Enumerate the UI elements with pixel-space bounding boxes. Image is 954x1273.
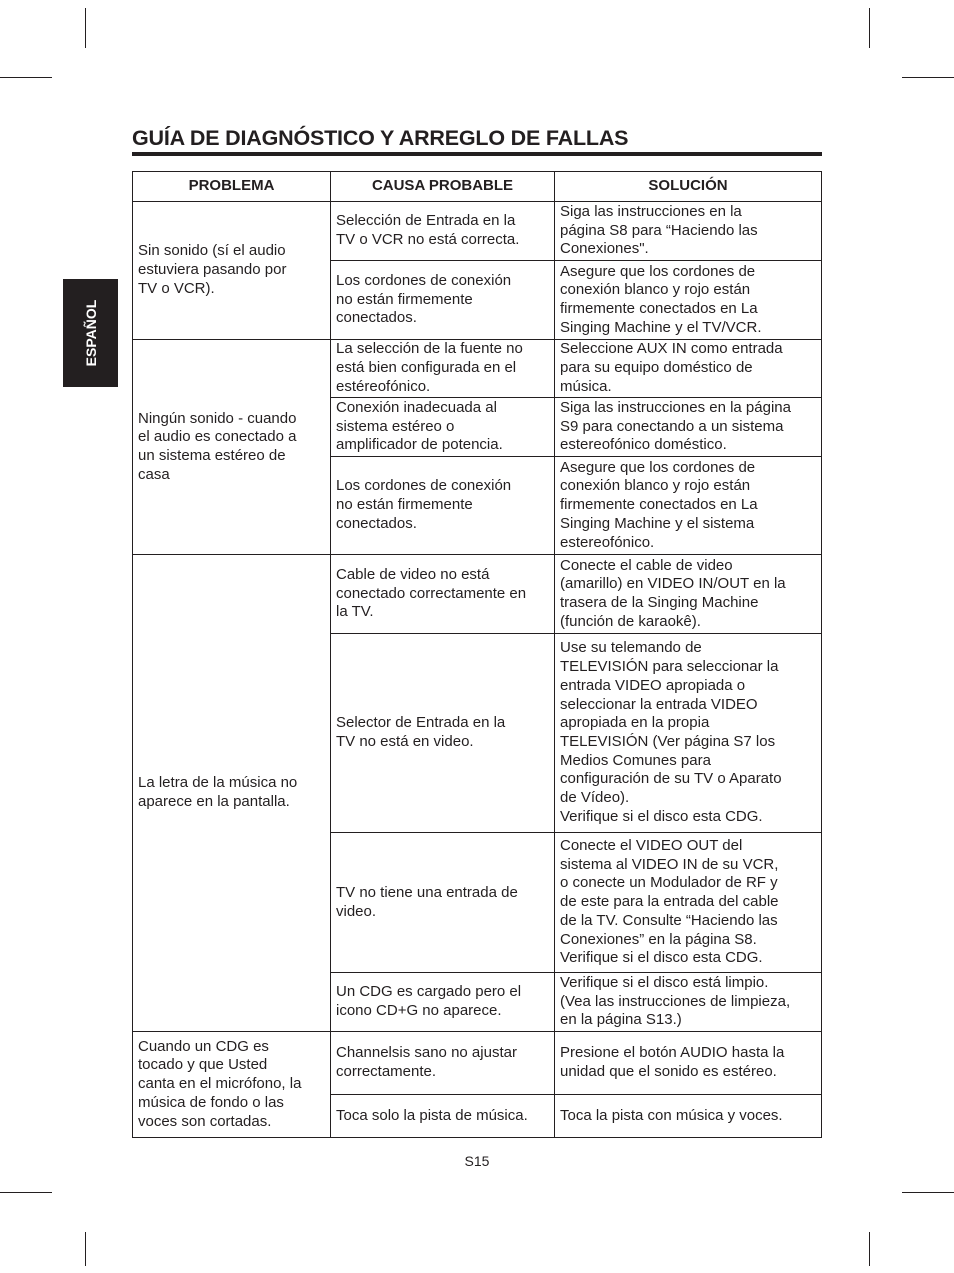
solution-cell: Use su telemando de TELEVISIÓN para seleccionar la entrada VIDEO apropiada o seleccionar la entrada VIDEO apropiada en la propia TELEVISIÓN (Ver página S7 los Medios Comunes para configuración de su TV o Aparato de Vídeo). Verifique si el disco esta CDG. bbox=[554, 633, 822, 833]
cause-cell: Los cordones de conexión no están firmemente conectados. bbox=[330, 456, 555, 555]
problem-cell: La letra de la música no aparece en la pantalla. bbox=[132, 554, 331, 1032]
solution-cell: Presione el botón AUDIO hasta la unidad que el sonido es estéreo. bbox=[554, 1031, 822, 1095]
cause-cell: Channelsis sano no ajustar correctamente. bbox=[330, 1031, 555, 1095]
cause-cell: Selector de Entrada en la TV no está en video. bbox=[330, 633, 555, 833]
solution-cell: Asegure que los cordones de conexión blanco y rojo están firmemente conectados en La Singing Machine y el TV/VCR. bbox=[554, 260, 822, 340]
cause-cell: Conexión inadecuada al sistema estéreo o amplificador de potencia. bbox=[330, 397, 555, 457]
solution-cell: Conecte el VIDEO OUT del sistema al VIDEO IN de su VCR, o conecte un Modulador de RF y de este para la entrada del cable de la TV. Consulte “Haciendo las Conexiones” en la página S8. Verifique si el disco esta CDG. bbox=[554, 832, 822, 973]
cause-cell: TV no tiene una entrada de video. bbox=[330, 832, 555, 973]
cause-cell: Un CDG es cargado pero el icono CD+G no aparece. bbox=[330, 972, 555, 1032]
page-title: GUÍA DE DIAGNÓSTICO Y ARREGLO DE FALLAS bbox=[132, 126, 629, 150]
solution-cell: Verifique si el disco está limpio. (Vea las instrucciones de limpieza, en la página S13.) bbox=[554, 972, 822, 1032]
title-rule bbox=[132, 152, 822, 156]
header-problem: PROBLEMA bbox=[132, 171, 331, 202]
crop-mark bbox=[902, 77, 954, 78]
cause-cell: Toca solo la pista de música. bbox=[330, 1094, 555, 1138]
solution-cell: Siga las instrucciones en la página S9 para conectando a un sistema estereofónico doméstico. bbox=[554, 397, 822, 457]
crop-mark bbox=[869, 1232, 870, 1266]
solution-cell: Seleccione AUX IN como entrada para su equipo doméstico de música. bbox=[554, 339, 822, 398]
cause-cell: Selección de Entrada en la TV o VCR no está correcta. bbox=[330, 201, 555, 261]
solution-cell: Conecte el cable de video (amarillo) en VIDEO IN/OUT en la trasera de la Singing Machine (función de karaokê). bbox=[554, 554, 822, 634]
crop-mark bbox=[869, 8, 870, 48]
crop-mark bbox=[85, 8, 86, 48]
crop-mark bbox=[85, 1232, 86, 1266]
problem-cell: Ningún sonido - cuando el audio es conectado a un sistema estéreo de casa bbox=[132, 339, 331, 555]
language-tab bbox=[63, 279, 118, 387]
crop-mark bbox=[0, 1192, 52, 1193]
problem-cell: Cuando un CDG es tocado y que Usted canta en el micrófono, la música de fondo o las voces son cortadas. bbox=[132, 1031, 331, 1138]
language-tab-label: ESPAÑOL bbox=[82, 299, 99, 367]
solution-cell: Toca la pista con música y voces. bbox=[554, 1094, 822, 1138]
header-solution: SOLUCIÓN bbox=[554, 171, 822, 202]
cause-cell: Los cordones de conexión no están firmemente conectados. bbox=[330, 260, 555, 340]
page-number: S15 bbox=[464, 1153, 490, 1169]
solution-cell: Asegure que los cordones de conexión blanco y rojo están firmemente conectados en La Singing Machine y el sistema estereofónico. bbox=[554, 456, 822, 555]
cause-cell: La selección de la fuente no está bien configurada en el estéreofónico. bbox=[330, 339, 555, 398]
crop-mark bbox=[0, 77, 52, 78]
solution-cell: Siga las instrucciones en la página S8 para “Haciendo las Conexiones". bbox=[554, 201, 822, 261]
header-cause: CAUSA PROBABLE bbox=[330, 171, 555, 202]
problem-cell: Sin sonido (sí el audio estuviera pasando por TV o VCR). bbox=[132, 201, 331, 340]
crop-mark bbox=[902, 1192, 954, 1193]
cause-cell: Cable de video no está conectado correctamente en la TV. bbox=[330, 554, 555, 634]
